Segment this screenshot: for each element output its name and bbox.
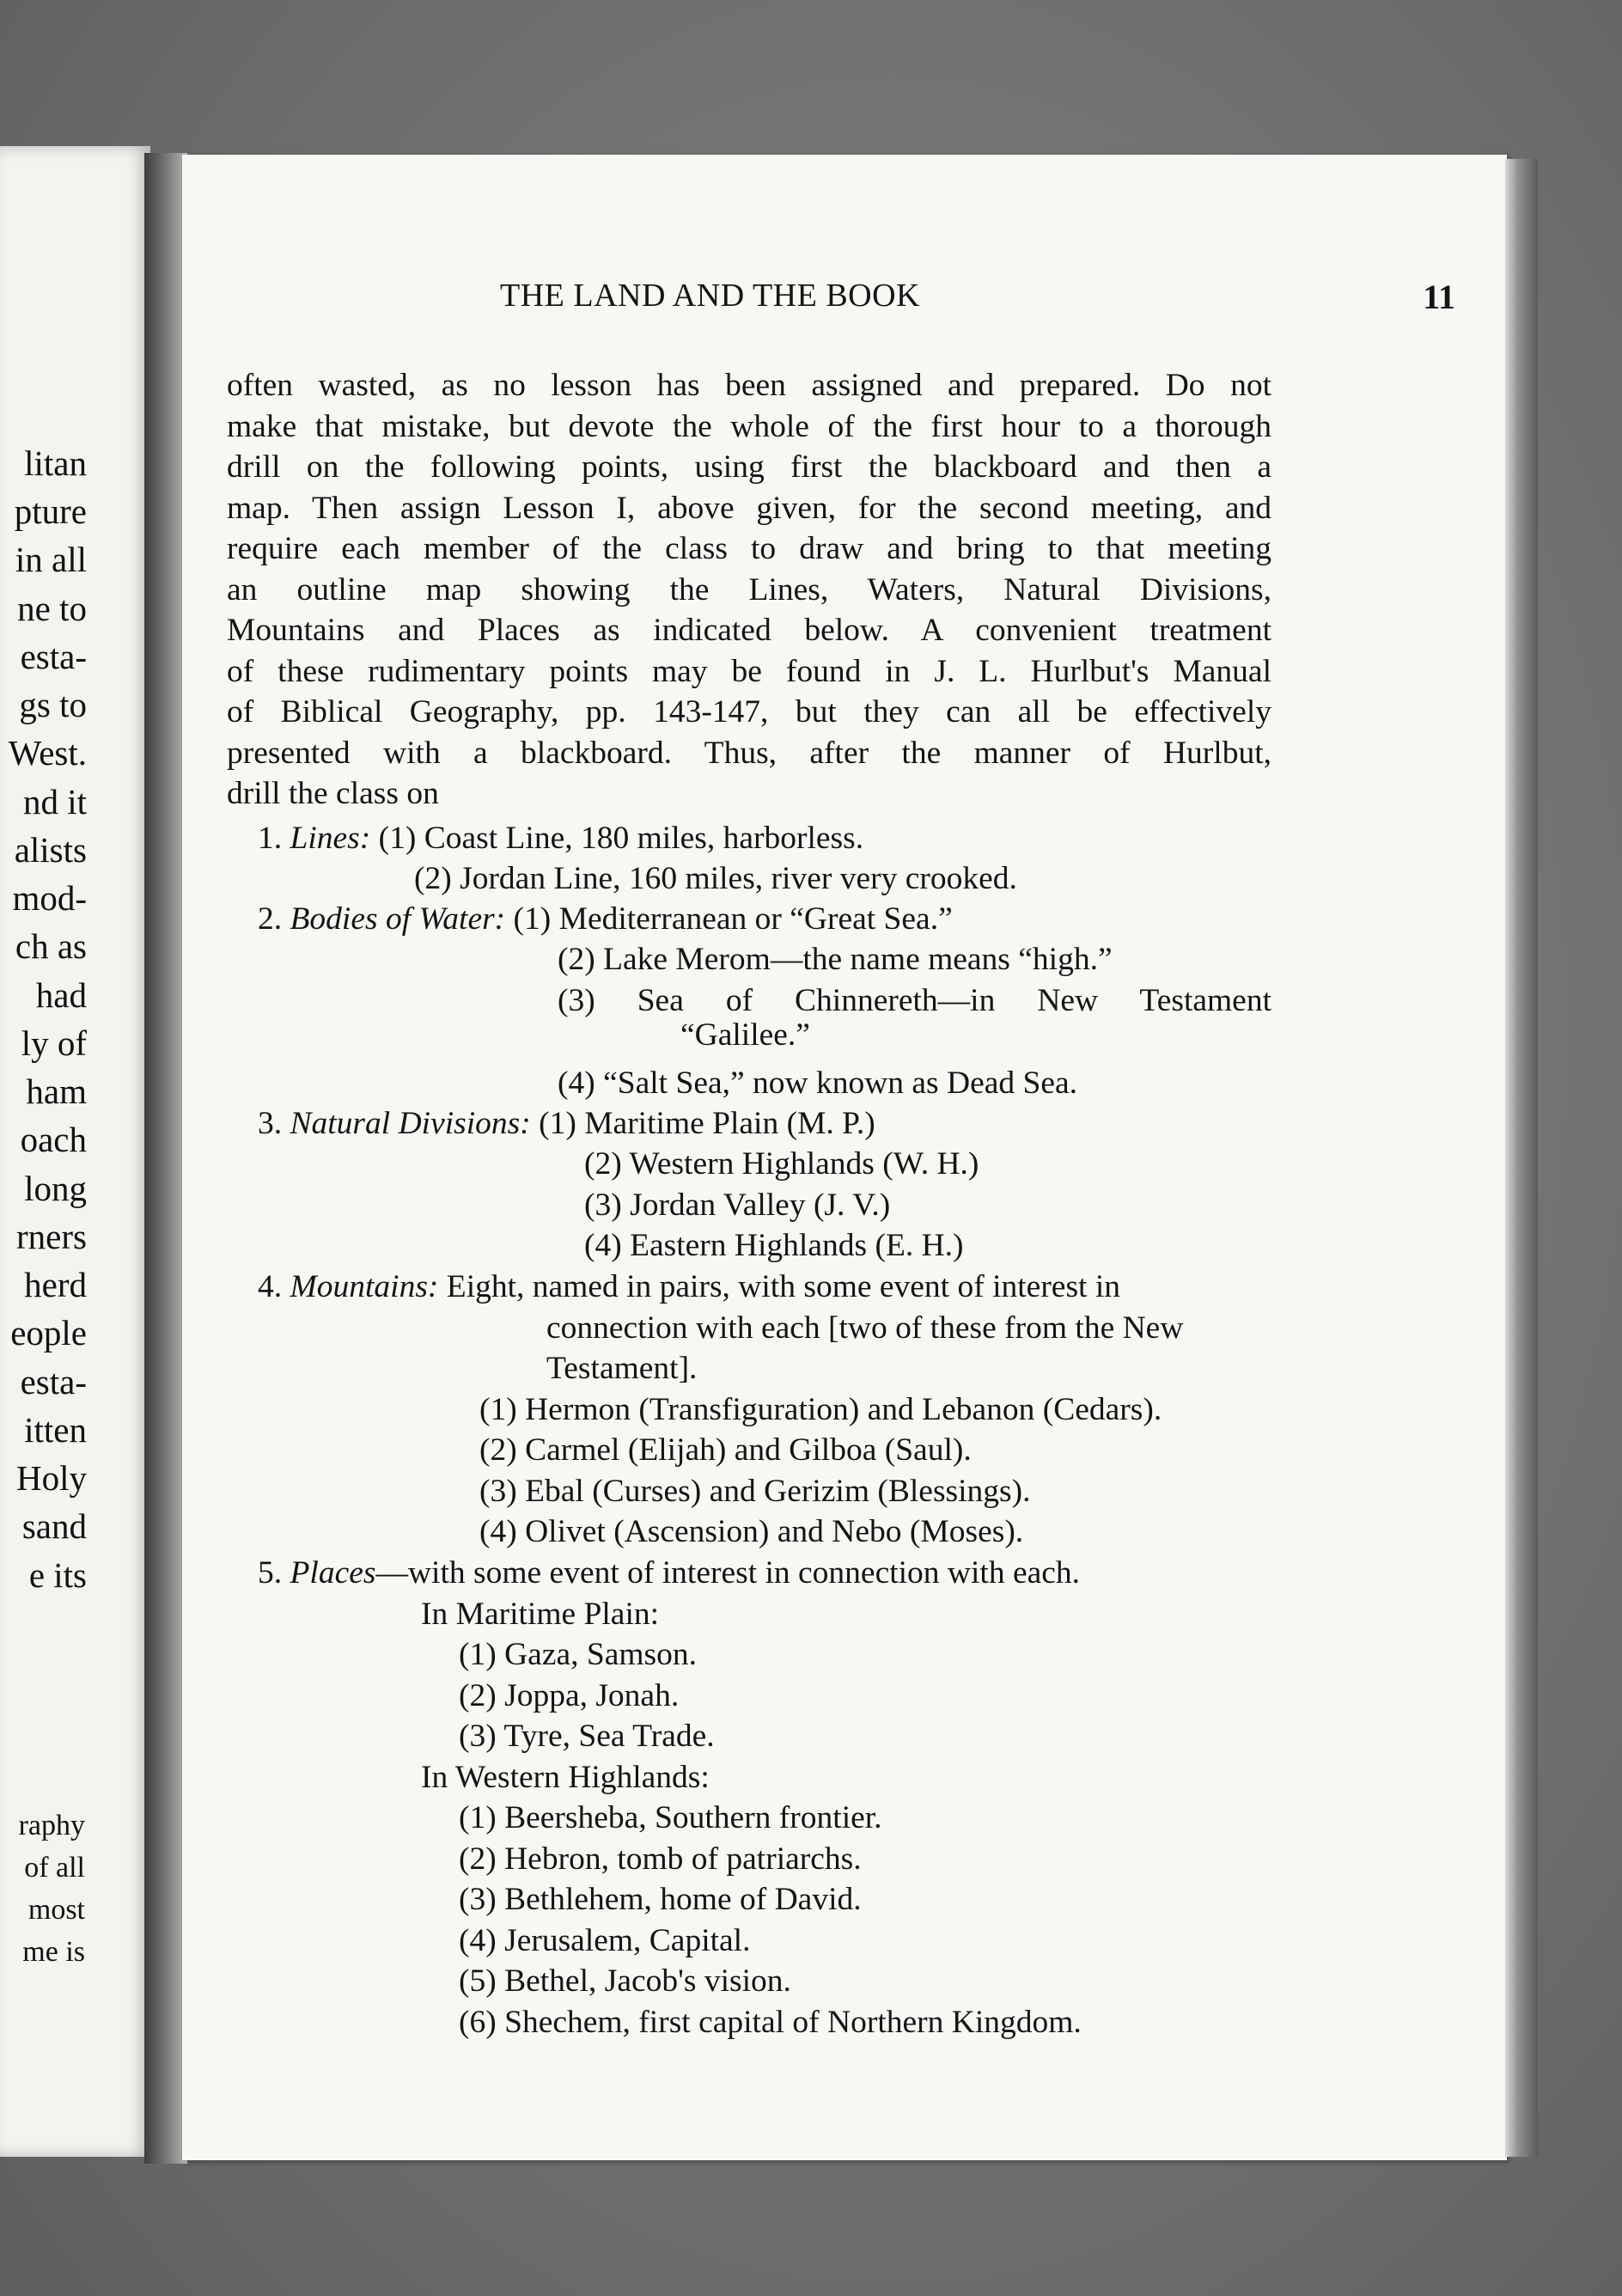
list-intro: Eight, named in pairs, with some event of interest in bbox=[446, 1269, 1121, 1304]
list-subitem: (4) Eastern Highlands (E. H.) bbox=[584, 1228, 964, 1263]
left-page-fragment: West. bbox=[8, 733, 87, 772]
left-page-fragment: gs to bbox=[19, 685, 87, 724]
list-subitem: (1) Maritime Plain (M. P.) bbox=[539, 1106, 875, 1141]
left-page-edge bbox=[0, 146, 150, 2157]
list-subitem: (1) Mediterranean or “Great Sea.” bbox=[513, 901, 953, 937]
left-page-fragment: sand bbox=[21, 1506, 87, 1546]
running-head: THE LAND AND THE BOOK bbox=[500, 278, 920, 314]
left-page-fragment: eople bbox=[10, 1313, 87, 1353]
body-paragraph bbox=[227, 365, 1271, 815]
left-page-fragment: long bbox=[24, 1169, 87, 1208]
region-heading: In Western Highlands: bbox=[421, 1760, 710, 1795]
list-subitem: (4) Jerusalem, Capital. bbox=[459, 1923, 751, 1958]
list-subitem: (6) Shechem, first capital of Northern Kingdom. bbox=[459, 2005, 1082, 2040]
left-page-fragment: litan bbox=[24, 443, 87, 483]
list-number: 5. bbox=[258, 1555, 283, 1591]
list-item-mountains bbox=[258, 1271, 1120, 1304]
left-page-fragment: had bbox=[35, 975, 87, 1015]
list-number: 4. bbox=[258, 1269, 283, 1304]
list-number: 2. bbox=[258, 901, 283, 937]
book-page bbox=[182, 155, 1507, 2160]
list-label: Natural Divisions: bbox=[290, 1106, 531, 1141]
left-page-fragment: pture bbox=[14, 492, 87, 531]
list-item-bodies-of-water bbox=[258, 903, 953, 936]
list-subitem: (2) Hebron, tomb of patriarchs. bbox=[459, 1841, 862, 1877]
list-label: Lines: bbox=[290, 821, 371, 856]
left-page-fragment: ly of bbox=[21, 1023, 87, 1063]
list-subitem: (3) Bethlehem, home of David. bbox=[459, 1882, 862, 1917]
list-number: 1. bbox=[258, 821, 283, 856]
list-number: 3. bbox=[258, 1106, 283, 1141]
list-label: Places bbox=[290, 1555, 376, 1591]
paragraph-line: Mountains and Places as indicated below. A convenient treatment bbox=[227, 613, 1271, 648]
region-heading: In Maritime Plain: bbox=[421, 1597, 660, 1632]
left-page-fragment: esta- bbox=[20, 637, 87, 676]
left-page-fragment: ch as bbox=[15, 926, 87, 966]
list-subitem: (5) Bethel, Jacob's vision. bbox=[459, 1963, 791, 1999]
paragraph-line: of these rudimentary points may be found in J. L. Hurlbut's Manual bbox=[227, 653, 1271, 689]
list-intro-continuation: connection with each [two of these from the New bbox=[546, 1310, 1184, 1346]
list-item-natural-divisions bbox=[258, 1108, 875, 1140]
paragraph-line: of Biblical Geography, pp. 143-147, but they can all be effectively bbox=[227, 694, 1271, 730]
list-subitem: (2) Lake Merom—the name means “high.” bbox=[558, 942, 1113, 977]
left-page-fragment: ne to bbox=[17, 589, 87, 628]
paragraph-line: make that mistake, but devote the whole of the first hour to a thorough bbox=[227, 408, 1271, 444]
list-intro-continuation: Testament]. bbox=[546, 1351, 698, 1386]
list-subitem: (3) Tyre, Sea Trade. bbox=[459, 1719, 715, 1754]
list-subitem: (2) Jordan Line, 160 miles, river very crooked. bbox=[414, 861, 1017, 896]
left-page-fragment: ham bbox=[26, 1072, 87, 1111]
left-page-fragment: rners bbox=[16, 1217, 87, 1256]
left-page-fragment: alists bbox=[14, 830, 87, 870]
page-stack-edge bbox=[1505, 159, 1538, 2157]
list-subitem: (1) Beersheba, Southern frontier. bbox=[459, 1800, 882, 1835]
left-page-fragment: in all bbox=[15, 540, 87, 579]
left-page-fragment: itten bbox=[24, 1410, 87, 1450]
paragraph-line: an outline map showing the Lines, Waters, Natural Divisions, bbox=[227, 571, 1271, 608]
paragraph-line: map. Then assign Lesson I, above given, for the second meeting, and bbox=[227, 490, 1271, 526]
left-page-fragment: esta- bbox=[20, 1362, 87, 1401]
list-subitem: (3) Ebal (Curses) and Gerizim (Blessings). bbox=[479, 1474, 1031, 1509]
left-page-footnote-fragment: of all bbox=[24, 1852, 85, 1884]
list-subitem: (1) Coast Line, 180 miles, harborless. bbox=[378, 821, 864, 856]
left-page-fragment: e its bbox=[28, 1555, 87, 1595]
list-item-places bbox=[258, 1557, 1080, 1590]
list-subitem: (4) “Salt Sea,” now known as Dead Sea. bbox=[558, 1066, 1078, 1101]
paragraph-line: drill the class on bbox=[227, 776, 439, 811]
left-page-fragment: herd bbox=[24, 1265, 87, 1304]
left-page-fragment: nd it bbox=[22, 782, 87, 821]
page-number: 11 bbox=[1423, 278, 1455, 316]
list-item-lines bbox=[258, 822, 863, 855]
list-subitem: (3) Sea of Chinnereth—in New Testament bbox=[558, 983, 1271, 1018]
list-subitem: (3) Jordan Valley (J. V.) bbox=[584, 1188, 891, 1223]
left-page-fragment: oach bbox=[20, 1120, 87, 1159]
list-subitem: (2) Joppa, Jonah. bbox=[459, 1678, 680, 1713]
list-subitem-continuation: “Galilee.” bbox=[680, 1017, 810, 1053]
paragraph-line: presented with a blackboard. Thus, after the manner of Hurlbut, bbox=[227, 735, 1271, 771]
left-page-footnote-fragment: me is bbox=[22, 1936, 85, 1968]
list-label: Bodies of Water: bbox=[290, 901, 506, 937]
list-subitem: (4) Olivet (Ascension) and Nebo (Moses). bbox=[479, 1514, 1024, 1549]
left-page-fragment: mod- bbox=[12, 878, 87, 918]
left-page-fragment: Holy bbox=[16, 1458, 87, 1498]
list-subitem: (1) Hermon (Transfiguration) and Lebanon (Cedars). bbox=[479, 1392, 1162, 1427]
left-page-footnote-fragment: most bbox=[27, 1894, 85, 1926]
list-label: Mountains: bbox=[290, 1269, 439, 1304]
paragraph-line: drill on the following points, using first the blackboard and then a bbox=[227, 449, 1271, 485]
list-intro: —with some event of interest in connection with each. bbox=[375, 1555, 1081, 1591]
list-subitem: (2) Western Highlands (W. H.) bbox=[584, 1146, 979, 1182]
paragraph-line: often wasted, as no lesson has been assigned and prepared. Do not bbox=[227, 368, 1271, 403]
paragraph-line: require each member of the class to draw and bring to that meeting bbox=[227, 531, 1271, 566]
left-page-footnote-fragment: raphy bbox=[18, 1810, 85, 1841]
book-gutter-shadow bbox=[144, 153, 187, 2164]
list-subitem: (1) Gaza, Samson. bbox=[459, 1637, 698, 1672]
list-subitem: (2) Carmel (Elijah) and Gilboa (Saul). bbox=[479, 1432, 972, 1468]
